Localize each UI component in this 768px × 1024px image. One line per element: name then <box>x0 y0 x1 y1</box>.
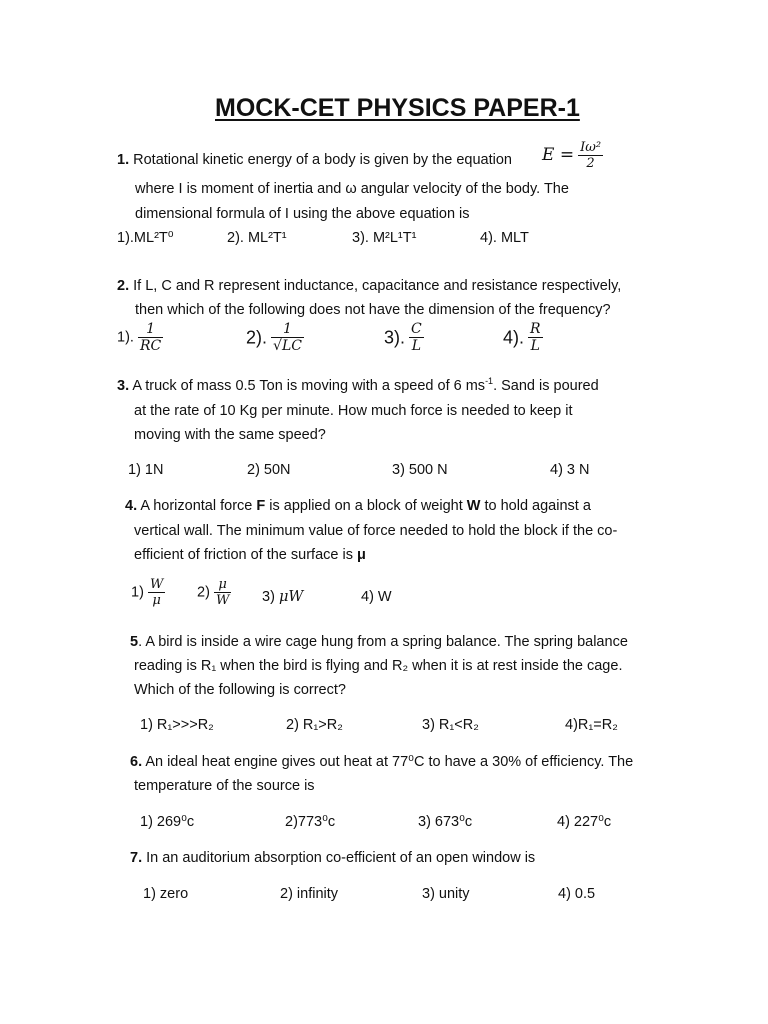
q7-option-2: 2) infinity <box>280 886 339 902</box>
q4-option-3 <box>262 590 303 605</box>
question-3-line-1 <box>117 376 599 394</box>
q6-option-4: 4) 227⁰c <box>557 814 612 830</box>
question-text-continued: is applied on a block of weight <box>265 498 467 514</box>
fraction-denominator: L <box>409 337 424 353</box>
equation-lhs: E = <box>542 145 575 165</box>
question-number: 1. <box>117 152 130 168</box>
question-text: Rotational kinetic energy of a body is given by the equation <box>133 152 512 168</box>
question-4-line-3 <box>134 548 366 563</box>
question-5-line-2: reading is R₁ when the bird is flying and R₂ when it is at rest inside the cage. <box>134 658 623 674</box>
option-fraction <box>528 322 543 353</box>
fraction-denominator: RC <box>139 338 162 354</box>
question-text: A horizontal force <box>137 498 257 514</box>
q2-option-2 <box>246 322 304 353</box>
option-label: 3). <box>384 327 406 348</box>
question-2-line-1 <box>117 279 621 294</box>
q7-option-3: 3) unity <box>422 886 470 902</box>
question-3-line-2: at the rate of 10 Kg per minute. How much force is needed to keep it <box>134 403 573 419</box>
q1-option-1: 1).ML²T⁰ <box>117 230 174 246</box>
q6-option-3: 3) 673⁰c <box>418 814 473 830</box>
question-text: If L, C and R represent inductance, capacitance and resistance respectively, <box>133 278 622 294</box>
question-text-continued: . Sand is poured <box>493 378 599 394</box>
fraction-numerator: R <box>530 321 541 337</box>
force-symbol: F <box>256 498 266 514</box>
option-label: 2) <box>197 584 210 601</box>
option-math: μW <box>278 589 304 605</box>
q2-option-3 <box>384 322 424 353</box>
question-text-end: to hold against a <box>480 498 591 514</box>
q7-option-4: 4) 0.5 <box>558 886 596 902</box>
option-fraction <box>214 578 231 607</box>
option-fraction <box>271 322 304 353</box>
question-number: 2. <box>117 278 130 294</box>
option-fraction <box>138 322 163 353</box>
fraction-numerator: C <box>411 321 422 337</box>
option-label: 2). <box>246 327 268 348</box>
question-text: In an auditorium absorption co-efficient of an open window is <box>142 850 536 866</box>
page-title: MOCK-CET PHYSICS PAPER-1 <box>215 94 580 122</box>
question-7-line-1 <box>130 851 535 866</box>
q1-option-4: 4). MLT <box>480 230 529 246</box>
question-6-line-2: temperature of the source is <box>134 778 315 794</box>
question-3-line-3: moving with the same speed? <box>134 427 326 443</box>
fraction-numerator: 1 <box>146 321 156 337</box>
q4-option-2 <box>197 578 231 607</box>
q2-option-1 <box>117 322 163 353</box>
fraction-numerator: 1 <box>283 321 292 337</box>
question-text: . A bird is inside a wire cage hung from a spring balance. The spring balance <box>138 634 628 650</box>
question-2-line-2: then which of the following does not have the dimension of the frequency? <box>135 302 611 318</box>
unit-exponent: -1 <box>485 376 494 387</box>
q6-option-2: 2)773⁰c <box>285 814 336 830</box>
q7-option-1: 1) zero <box>143 886 189 902</box>
fraction-denominator: L <box>528 337 543 353</box>
q5-option-3: 3) R₁<R₂ <box>422 717 479 733</box>
equation-numerator: Iω² <box>580 140 602 155</box>
question-5-line-1 <box>130 635 628 650</box>
equation-denominator: 2 <box>578 155 603 170</box>
question-text: An ideal heat engine gives out heat at 77⁰C to have a 30% of efficiency. The <box>142 754 634 770</box>
question-number: 3. <box>117 378 130 394</box>
q4-option-1 <box>131 578 165 607</box>
question-text: efficient of friction of the surface is <box>134 547 357 563</box>
q1-option-2: 2). ML²T¹ <box>227 230 287 246</box>
q1-option-3: 3). M²L¹T¹ <box>352 230 417 246</box>
fraction-denominator: μ <box>148 592 165 607</box>
question-number: 7. <box>130 850 143 866</box>
question-number: 6. <box>130 754 143 770</box>
q3-option-1: 1) 1N <box>128 462 164 478</box>
q5-option-2: 2) R₁>R₂ <box>286 717 343 733</box>
q4-option-4: 4) W <box>361 589 392 605</box>
option-label: 3) <box>262 589 275 605</box>
mu-symbol: μ <box>356 547 366 563</box>
question-number: 4. <box>125 498 138 514</box>
q3-option-2: 2) 50N <box>247 462 291 478</box>
option-label: 1) <box>131 584 144 601</box>
question-1-line-2: where I is moment of inertia and ω angular velocity of the body. The <box>135 181 569 197</box>
fraction-numerator: μ <box>218 577 227 592</box>
option-label: 4). <box>503 327 525 348</box>
option-label: 1). <box>117 329 134 346</box>
question-1-equation <box>542 141 603 170</box>
q5-option-1: 1) R₁>>>R₂ <box>140 717 214 733</box>
fraction-denominator: √LC <box>273 338 302 354</box>
fraction-numerator: W <box>149 577 164 592</box>
question-4-line-1 <box>125 499 591 514</box>
equation-fraction <box>578 141 603 170</box>
question-4-line-2: vertical wall. The minimum value of force needed to hold the block if the co- <box>134 523 618 539</box>
q2-option-4 <box>503 322 543 353</box>
question-5-line-3: Which of the following is correct? <box>134 682 346 698</box>
q5-option-4: 4)R₁=R₂ <box>565 717 618 733</box>
weight-symbol: W <box>466 498 481 514</box>
option-fraction <box>148 578 165 607</box>
q3-option-3: 3) 500 N <box>392 462 448 478</box>
question-1-line-1 <box>117 153 512 168</box>
question-1-line-3: dimensional formula of I using the above equation is <box>135 206 470 222</box>
option-fraction <box>409 322 424 353</box>
fraction-denominator: W <box>215 593 230 608</box>
question-text: A truck of mass 0.5 Ton is moving with a speed of 6 ms <box>129 378 486 394</box>
q3-option-4: 4) 3 N <box>550 462 590 478</box>
question-6-line-1 <box>130 755 633 770</box>
q6-option-1: 1) 269⁰c <box>140 814 195 830</box>
question-number: 5 <box>130 634 139 650</box>
